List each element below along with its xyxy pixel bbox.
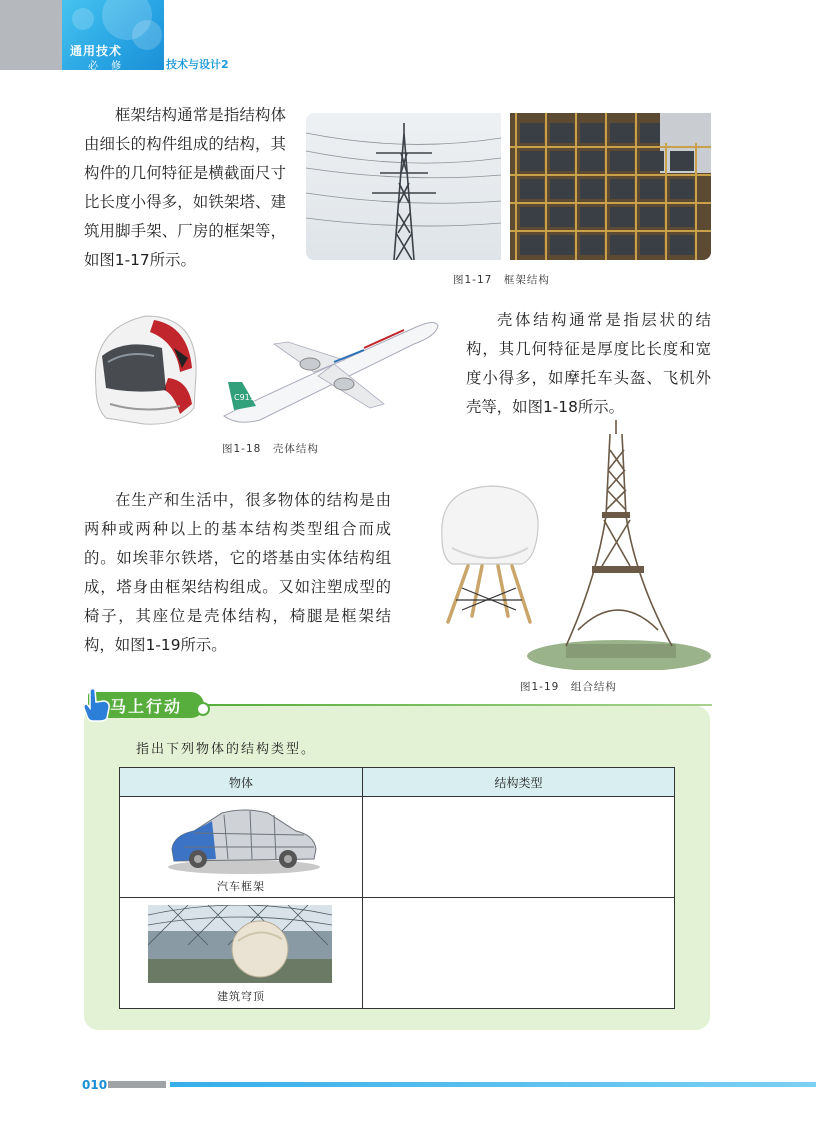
figure-caption-1-19: 图1-19 组合结构 bbox=[520, 681, 617, 693]
power-tower-image bbox=[306, 113, 501, 260]
svg-text:C919: C919 bbox=[234, 393, 255, 402]
table-cell-structure-type[interactable] bbox=[363, 797, 675, 898]
activity-instruction: 指出下列物体的结构类型。 bbox=[136, 742, 317, 757]
figure-caption-1-18: 图1-18 壳体结构 bbox=[222, 443, 319, 455]
table-header-row bbox=[120, 768, 675, 797]
object-label-dome: 建筑穹顶 bbox=[217, 990, 265, 1003]
figure-caption-1-17: 图1-17 框架结构 bbox=[453, 274, 550, 286]
table-row bbox=[120, 898, 675, 1009]
table-header-object: 物体 bbox=[120, 768, 363, 797]
footer-gray-bar bbox=[108, 1081, 166, 1088]
paragraph-shell-structure: 壳体结构通常是指层状的结构，其几何特征是厚度比长度和宽度小得多，如摩托车头盔、飞机外壳等，如图1-18所示。 bbox=[466, 311, 711, 416]
eiffel-tower-image bbox=[526, 420, 712, 670]
motorcycle-helmet-image bbox=[84, 308, 202, 430]
table-cell-object bbox=[120, 797, 363, 898]
swirl-icon bbox=[196, 702, 210, 716]
pointing-hand-icon bbox=[82, 686, 112, 722]
object-label-car-frame: 汽车框架 bbox=[217, 880, 265, 893]
table-row bbox=[120, 797, 675, 898]
paragraph-frame-structure: 框架结构通常是指结构体由细长的构件组成的结构，其构件的几何特征是横截面尺寸比长度小得多，如铁架塔、建筑用脚手架、厂房的框架等，如图1-17所示。 bbox=[84, 106, 286, 269]
structure-type-table bbox=[119, 767, 675, 1009]
series-title: 通用技术 bbox=[70, 44, 123, 58]
airplane-image bbox=[214, 308, 440, 432]
paragraph-combination-structure: 在生产和生活中，很多物体的结构是由两种或两种以上的基本结构类型组合而成的。如埃菲尔铁塔，它的塔基由实体结构组成，塔身由框架结构组成。又如注塑成型的椅子，其座位是壳体结构，椅腿是框架结构，如图1-19所示。 bbox=[84, 491, 391, 654]
dome-building-image bbox=[148, 905, 332, 983]
page-number: 010 bbox=[82, 1078, 108, 1092]
series-subtitle: 必 修 bbox=[88, 61, 127, 72]
book-title: 技术与设计2 bbox=[166, 58, 229, 71]
activity-title: 马上行动 bbox=[110, 697, 183, 716]
footer-blue-bar bbox=[170, 1082, 816, 1087]
table-cell-object bbox=[120, 898, 363, 1009]
table-cell-structure-type[interactable] bbox=[363, 898, 675, 1009]
table-header-structure-type: 结构类型 bbox=[363, 768, 675, 797]
activity-header-line bbox=[204, 704, 712, 706]
building-frame-image bbox=[510, 113, 711, 260]
car-frame-image bbox=[164, 803, 320, 875]
header-gray-block bbox=[0, 0, 62, 70]
